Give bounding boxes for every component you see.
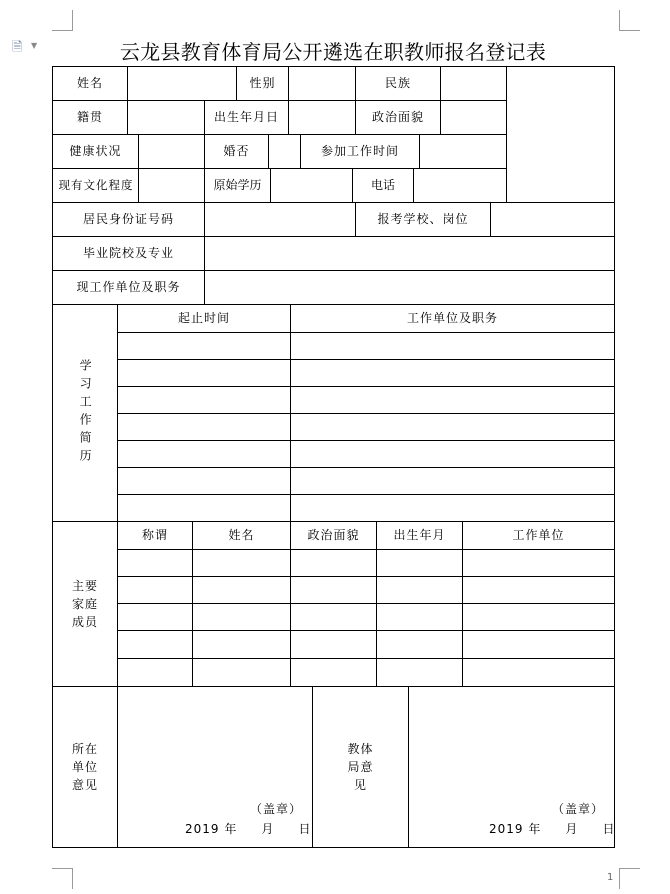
- field-political-status[interactable]: [441, 101, 506, 134]
- field-graduate-school[interactable]: [205, 237, 614, 270]
- label-political-status: 政治面貌: [371, 110, 424, 125]
- field-name[interactable]: [128, 67, 236, 100]
- family-header-birth: 出生年月: [393, 528, 446, 543]
- label-name: 姓名: [76, 76, 103, 91]
- unit-opinion-line-1: 所在: [71, 742, 98, 756]
- bureau-opinion-line-3: 见: [353, 778, 367, 792]
- label-native-place: 籍贯: [76, 110, 103, 125]
- chevron-down-icon[interactable]: ▼: [31, 41, 38, 50]
- family-header-political: 政治面貌: [307, 528, 360, 543]
- label-gender: 性别: [249, 76, 276, 91]
- family-header-unit: 工作单位: [512, 528, 565, 543]
- label-marital: 婚否: [223, 144, 250, 159]
- resume-header-period: 起止时间: [177, 311, 230, 326]
- resume-header-unit: 工作单位及职务: [406, 311, 498, 326]
- resume-section-text: 学习工作简历: [78, 359, 93, 467]
- field-apply-school[interactable]: [491, 203, 614, 236]
- label-health: 健康状况: [69, 144, 122, 159]
- field-gender[interactable]: [289, 67, 355, 100]
- document-icon[interactable]: 🗎: [12, 40, 23, 55]
- label-education: 现有文化程度: [58, 177, 134, 192]
- unit-opinion-label: [53, 687, 117, 847]
- label-phone: 电话: [370, 178, 395, 193]
- label-current-unit: 现工作单位及职务: [76, 280, 181, 295]
- bureau-opinion-field[interactable]: [409, 687, 614, 802]
- family-header-relation: 称谓: [141, 528, 168, 543]
- field-id-number[interactable]: [205, 203, 355, 236]
- page-title: 云龙县教育体育局公开遴选在职教师报名登记表: [119, 40, 547, 64]
- photo-box[interactable]: [507, 67, 614, 202]
- family-header-name: 姓名: [228, 528, 255, 543]
- resume-section-label: [53, 305, 117, 521]
- field-native-place[interactable]: [128, 101, 204, 134]
- field-birth-date[interactable]: [289, 101, 355, 134]
- label-original-education: 原始学历: [213, 178, 262, 193]
- unit-opinion-line-2: 单位: [71, 760, 98, 774]
- label-graduate-school: 毕业院校及专业: [82, 246, 174, 261]
- unit-opinion-field[interactable]: [118, 687, 312, 802]
- field-health[interactable]: [139, 135, 204, 168]
- page-number: 1: [607, 872, 614, 883]
- field-marital[interactable]: [269, 135, 300, 168]
- bureau-opinion-label: [313, 687, 408, 847]
- label-id-number: 居民身份证号码: [82, 212, 174, 227]
- bureau-opinion-line-2: 局意: [347, 760, 374, 774]
- unit-stamp-text: （盖章）: [250, 802, 303, 816]
- family-section-line-3: 成员: [71, 615, 98, 629]
- field-original-education[interactable]: [271, 169, 352, 202]
- unit-date-text: 2019 年 月 日: [185, 822, 312, 836]
- bureau-opinion-line-1: 教体: [347, 742, 374, 756]
- bureau-stamp-text: （盖章）: [552, 802, 605, 816]
- field-ethnicity[interactable]: [441, 67, 506, 100]
- bureau-date-text: 2019 年 月 日: [489, 822, 616, 836]
- unit-opinion-line-3: 意见: [71, 778, 98, 792]
- label-birth-date: 出生年月日: [213, 110, 279, 125]
- family-section-label: [53, 522, 117, 686]
- label-apply-school: 报考学校、岗位: [377, 212, 469, 227]
- field-work-start[interactable]: [420, 135, 506, 168]
- label-work-start: 参加工作时间: [320, 144, 399, 159]
- field-phone[interactable]: [414, 169, 506, 202]
- label-ethnicity: 民族: [384, 76, 411, 91]
- field-education[interactable]: [139, 169, 204, 202]
- field-current-unit[interactable]: [205, 271, 614, 304]
- family-section-line-2: 家庭: [71, 597, 98, 611]
- family-section-line-1: 主要: [71, 579, 98, 593]
